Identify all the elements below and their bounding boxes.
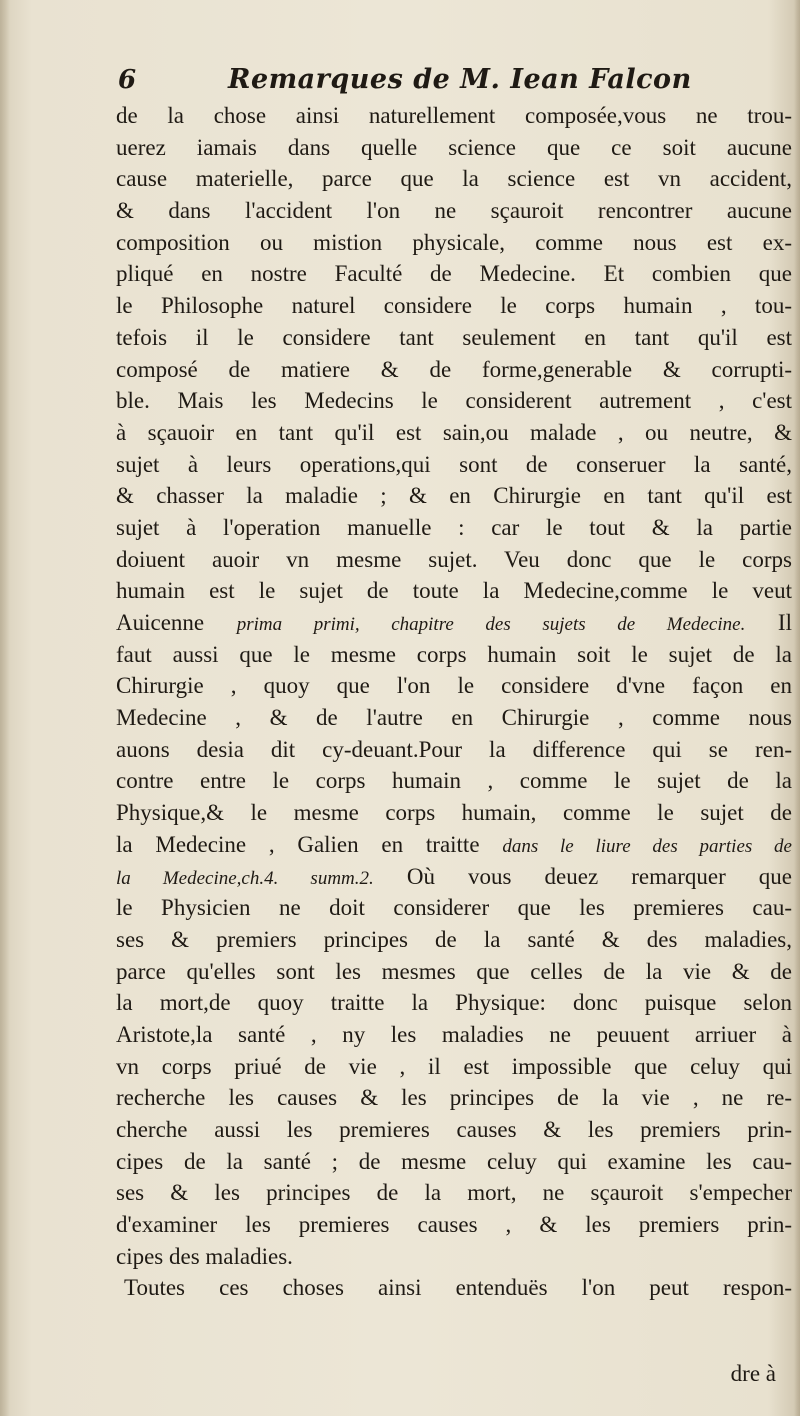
text-line — [116, 702, 792, 734]
text-line — [116, 829, 792, 861]
text-line — [116, 322, 792, 354]
text-segment: cause materielle, parce que la science est vn accident, — [116, 166, 792, 192]
text-segment: recherche les causes & les principes de la vie , ne re- — [116, 1085, 792, 1111]
text-line — [116, 480, 792, 512]
text-segment: humain est le sujet de toute la Medecine,comme le veut — [116, 578, 792, 604]
text-segment: sujet à leurs operations,qui sont de conseruer la santé, — [116, 451, 792, 477]
text-segment: le Physicien ne doit considerer que les premieres cau- — [116, 895, 792, 921]
text-line — [116, 1051, 792, 1083]
italic-reference: prima primi, chapitre des sujets de Medecine. — [236, 614, 746, 635]
text-line — [116, 1272, 792, 1304]
text-line — [116, 195, 792, 227]
text-segment: ses & premiers principes de la santé & des maladies, — [116, 926, 792, 952]
text-segment: tefois il le considere tant seulement en tant qu'il est — [116, 324, 792, 350]
text-line — [116, 258, 792, 290]
text-segment: contre entre le corps humain , comme le sujet de la — [116, 768, 792, 794]
text-segment: Auicenne — [116, 610, 237, 635]
page-number: 6 — [118, 65, 137, 95]
text-line — [116, 765, 792, 797]
text-segment: Chirurgie , quoy que l'on le considere d'vne façon en — [116, 673, 792, 699]
text-segment: sujet à l'operation manuelle : car le tout & la partie — [116, 514, 792, 540]
catchword: dre à — [730, 1361, 776, 1386]
text-line — [116, 227, 792, 259]
text-segment: Il — [745, 610, 792, 635]
text-line — [116, 385, 792, 417]
text-segment: uerez iamais dans quelle science que ce soit aucune — [116, 134, 792, 160]
text-line — [116, 163, 792, 195]
text-line — [116, 290, 792, 322]
text-segment: la Medecine , Galien en traitte — [116, 831, 503, 857]
text-segment: Où vous deuez remarquer que — [373, 863, 792, 889]
text-line — [116, 354, 792, 386]
text-line — [116, 1082, 792, 1114]
text-line — [116, 607, 792, 639]
text-segment: à sçauoir en tant qu'il est sain,ou malade , ou neutre, & — [116, 419, 792, 445]
page-edge — [794, 0, 800, 1416]
text-line — [116, 575, 792, 607]
text-line — [116, 861, 792, 893]
text-segment: composé de matiere & de forme,generable & corrupti- — [116, 356, 792, 382]
text-line — [116, 797, 792, 829]
text-segment: cipes des maladies. — [116, 1243, 293, 1269]
text-line — [116, 734, 792, 766]
text-line — [116, 1146, 792, 1178]
text-line — [116, 1209, 792, 1241]
text-segment: pliqué en nostre Faculté de Medecine. Et combien que — [116, 261, 792, 287]
italic-reference: dans le liure des parties de — [502, 835, 792, 857]
text-segment: & dans l'accident l'on ne sçauroit rencontrer aucune — [116, 198, 792, 224]
text-line — [116, 1019, 792, 1051]
text-line — [116, 1241, 792, 1273]
text-line — [116, 512, 792, 544]
text-line — [116, 544, 792, 576]
text-segment: ble. Mais les Medecins le considerent autrement , c'est — [116, 388, 792, 414]
text-segment: Medecine , & de l'autre en Chirurgie , comme nous — [116, 705, 792, 731]
text-line — [116, 639, 792, 671]
text-segment: vn corps priué de vie , il est impossible que celuy qui — [116, 1053, 792, 1079]
text-segment: Aristote,la santé , ny les maladies ne peuuent arriuer à — [116, 1021, 792, 1047]
text-segment: faut aussi que le mesme corps humain soit le sujet de la — [116, 641, 792, 667]
text-line — [116, 670, 792, 702]
text-line — [116, 1114, 792, 1146]
text-segment: parce qu'elles sont les mesmes que celles de la vie & de — [116, 958, 792, 984]
text-segment: la mort,de quoy traitte la Physique: donc puisque selon — [116, 990, 792, 1016]
text-segment: d'examiner les premieres causes , & les premiers prin- — [116, 1212, 792, 1238]
text-segment: ses & les principes de la mort, ne sçauroit s'empecher — [116, 1180, 792, 1206]
body-text — [116, 100, 792, 1304]
text-line — [116, 449, 792, 481]
text-segment: & chasser la maladie ; & en Chirurgie en tant qu'il est — [116, 483, 792, 509]
running-head: Remarques de M. Iean Falcon — [228, 64, 692, 95]
text-segment: doiuent auoir vn mesme sujet. Veu donc que le corps — [116, 546, 792, 572]
italic-reference: la Medecine,ch.4. summ.2. — [116, 867, 374, 889]
gutter-shadow — [0, 0, 10, 1416]
text-line — [116, 892, 792, 924]
page-header — [118, 62, 778, 102]
text-segment: Physique,& le mesme corps humain, comme le sujet de — [116, 800, 792, 826]
text-segment: Toutes ces choses ainsi entenduës l'on peut respon- — [124, 1275, 792, 1301]
text-segment: de la chose ainsi naturellement composée,vous ne trou- — [116, 103, 792, 128]
text-segment: cipes de la santé ; de mesme celuy qui examine les cau- — [116, 1148, 792, 1174]
text-line — [116, 924, 792, 956]
text-line — [116, 987, 792, 1019]
text-line — [116, 417, 792, 449]
text-line — [116, 956, 792, 988]
text-line — [116, 1177, 792, 1209]
text-segment: auons desia dit cy-deuant.Pour la difference qui se ren- — [116, 736, 792, 762]
text-line — [116, 132, 792, 164]
text-line — [116, 100, 792, 132]
text-segment: cherche aussi les premieres causes & les premiers prin- — [116, 1117, 792, 1142]
text-segment: le Philosophe naturel considere le corps humain , tou- — [116, 293, 792, 319]
text-segment: composition ou mistion physicale, comme nous est ex- — [116, 229, 792, 255]
